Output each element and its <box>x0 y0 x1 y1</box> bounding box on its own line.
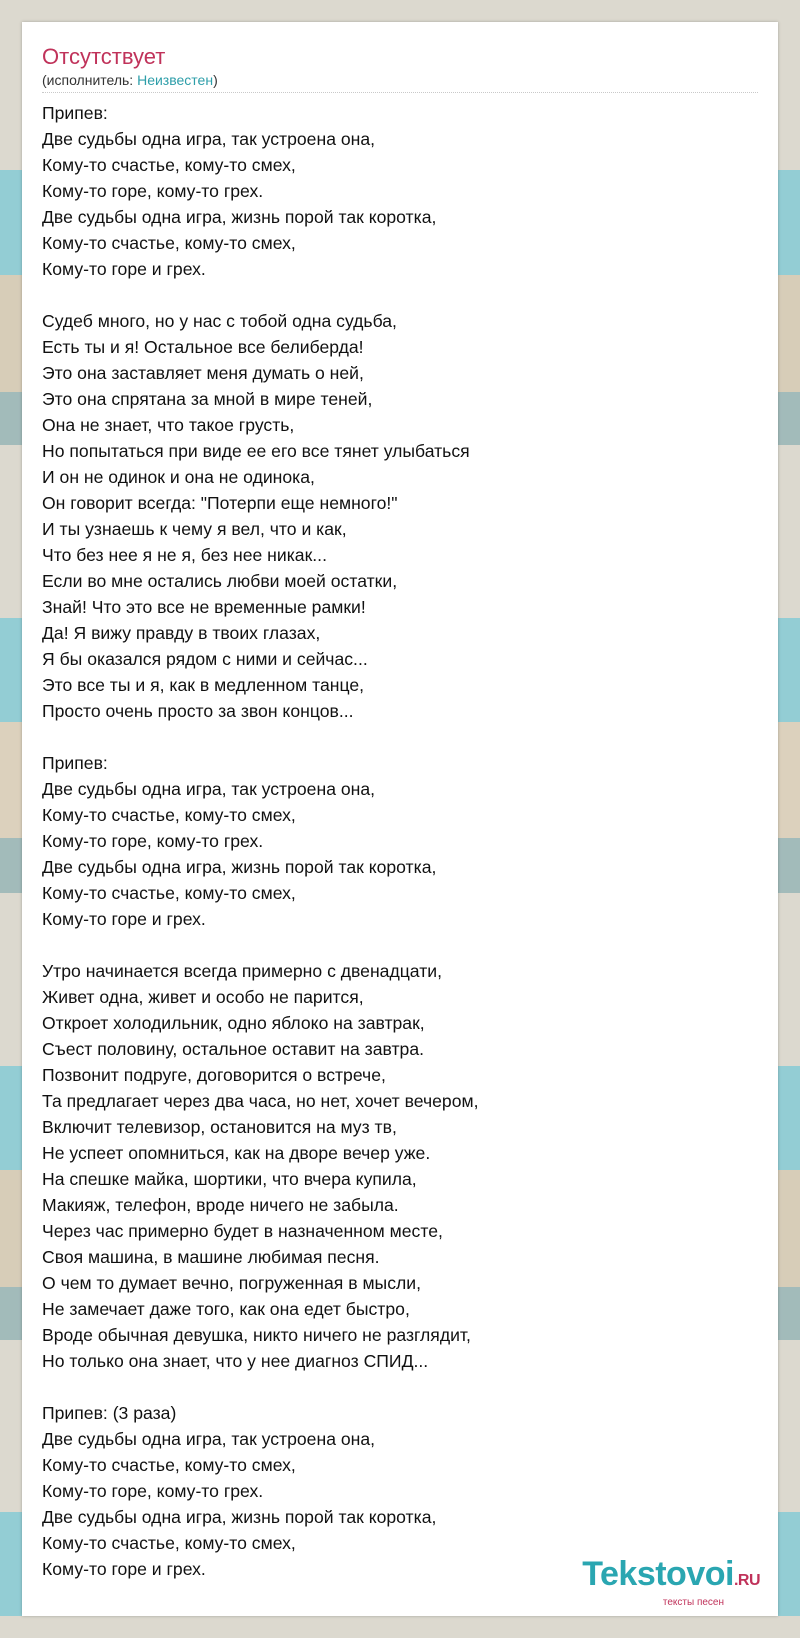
lyrics-line: Есть ты и я! Остальное все белиберда! <box>42 337 364 357</box>
lyrics-line: Кому-то счастье, кому-то смех, <box>42 155 296 175</box>
lyrics-line: Съест половину, остальное оставит на завтра. <box>42 1039 425 1059</box>
lyrics-line: Судеб много, но у нас с тобой одна судьба, <box>42 311 397 331</box>
lyrics-line: Но попытаться при виде ее его все тянет улыбаться <box>42 441 470 461</box>
lyrics-line: Включит телевизор, остановится на муз тв, <box>42 1117 397 1137</box>
site-logo[interactable] <box>582 1557 760 1608</box>
lyrics-line: Кому-то горе, кому-то грех. <box>42 1481 264 1501</box>
lyrics-line: Две судьбы одна игра, так устроена она, <box>42 1429 376 1449</box>
logo-tagline: тексты песен <box>662 1597 724 1608</box>
logo-wordmark <box>582 1557 760 1598</box>
lyrics-blank-line <box>42 932 478 958</box>
lyrics-line: О чем то думает вечно, погруженная в мысли, <box>42 1273 421 1293</box>
lyrics-line: И он не одинок и она не одинока, <box>42 467 315 487</box>
lyrics-line: Просто очень просто за звон концов... <box>42 701 354 721</box>
song-title: Отсутствует <box>42 44 166 69</box>
lyrics-line: Две судьбы одна игра, жизнь порой так коротка, <box>42 1507 437 1527</box>
lyrics-line: Это она спрятана за мной в мире теней, <box>42 389 373 409</box>
lyrics-line: Кому-то счастье, кому-то смех, <box>42 233 296 253</box>
lyrics-line: Откроет холодильник, одно яблоко на завтрак, <box>42 1013 425 1033</box>
lyrics-line: Она не знает, что такое грусть, <box>42 415 295 435</box>
lyrics-line: На спешке майка, шортики, что вчера купила, <box>42 1169 417 1189</box>
lyrics-card <box>22 22 778 1616</box>
artist-suffix: ) <box>213 72 218 88</box>
lyrics-line: Вроде обычная девушка, никто ничего не разглядит, <box>42 1325 471 1345</box>
lyrics-blank-line <box>42 282 478 308</box>
lyrics-line: Две судьбы одна игра, так устроена она, <box>42 129 376 149</box>
lyrics-line: Та предлагает через два часа, но нет, хочет вечером, <box>42 1091 479 1111</box>
lyrics-line: Кому-то горе и грех. <box>42 1559 206 1579</box>
lyrics-line: Через час примерно будет в назначенном месте, <box>42 1221 443 1241</box>
lyrics-blank-line <box>42 1374 478 1400</box>
lyrics-line: И ты узнаешь к чему я вел, что и как, <box>42 519 347 539</box>
lyrics-line: Это все ты и я, как в медленном танце, <box>42 675 365 695</box>
lyrics-blank-line <box>42 724 478 750</box>
lyrics-line: Позвонит подруге, договорится о встрече, <box>42 1065 386 1085</box>
lyrics-line: Кому-то счастье, кому-то смех, <box>42 805 296 825</box>
logo-tld: .RU <box>733 1572 760 1589</box>
lyrics-line: Две судьбы одна игра, так устроена она, <box>42 779 376 799</box>
lyrics-line: Не успеет опомниться, как на дворе вечер уже. <box>42 1143 431 1163</box>
lyrics-line: Но только она знает, что у нее диагноз СПИД... <box>42 1351 429 1371</box>
lyrics-line: Он говорит всегда: "Потерпи еще немного!" <box>42 493 398 513</box>
lyrics-line: Кому-то горе и грех. <box>42 909 206 929</box>
lyrics-text <box>42 100 478 1582</box>
lyrics-line: Не замечает даже того, как она едет быстро, <box>42 1299 410 1319</box>
lyrics-line: Кому-то горе, кому-то грех. <box>42 831 264 851</box>
lyrics-line: Припев: <box>42 103 108 123</box>
lyrics-line: Припев: (3 раза) <box>42 1403 177 1423</box>
lyrics-line: Да! Я вижу правду в твоих глазах, <box>42 623 321 643</box>
lyrics-line: Если во мне остались любви моей остатки, <box>42 571 398 591</box>
lyrics-line: Кому-то счастье, кому-то смех, <box>42 1533 296 1553</box>
lyrics-line: Две судьбы одна игра, жизнь порой так коротка, <box>42 207 437 227</box>
lyrics-line: Две судьбы одна игра, жизнь порой так коротка, <box>42 857 437 877</box>
title-divider <box>42 92 758 93</box>
lyrics-line: Кому-то горе и грех. <box>42 259 206 279</box>
artist-link[interactable]: Неизвестен <box>137 72 214 88</box>
lyrics-line: Кому-то счастье, кому-то смех, <box>42 883 296 903</box>
lyrics-line: Я бы оказался рядом с ними и сейчас... <box>42 649 368 669</box>
lyrics-line: Утро начинается всегда примерно с двенадцати, <box>42 961 442 981</box>
lyrics-line: Знай! Что это все не временные рамки! <box>42 597 366 617</box>
artist-line <box>42 72 218 88</box>
lyrics-line: Что без нее я не я, без нее никак... <box>42 545 327 565</box>
lyrics-line: Кому-то горе, кому-то грех. <box>42 181 264 201</box>
lyrics-line: Макияж, телефон, вроде ничего не забыла. <box>42 1195 399 1215</box>
lyrics-line: Припев: <box>42 753 108 773</box>
artist-prefix: (исполнитель: <box>42 72 138 88</box>
lyrics-line: Живет одна, живет и особо не парится, <box>42 987 364 1007</box>
logo-main-text: Tekstovoi <box>582 1555 734 1593</box>
lyrics-line: Своя машина, в машине любимая песня. <box>42 1247 380 1267</box>
lyrics-line: Кому-то счастье, кому-то смех, <box>42 1455 296 1475</box>
lyrics-line: Это она заставляет меня думать о ней, <box>42 363 364 383</box>
